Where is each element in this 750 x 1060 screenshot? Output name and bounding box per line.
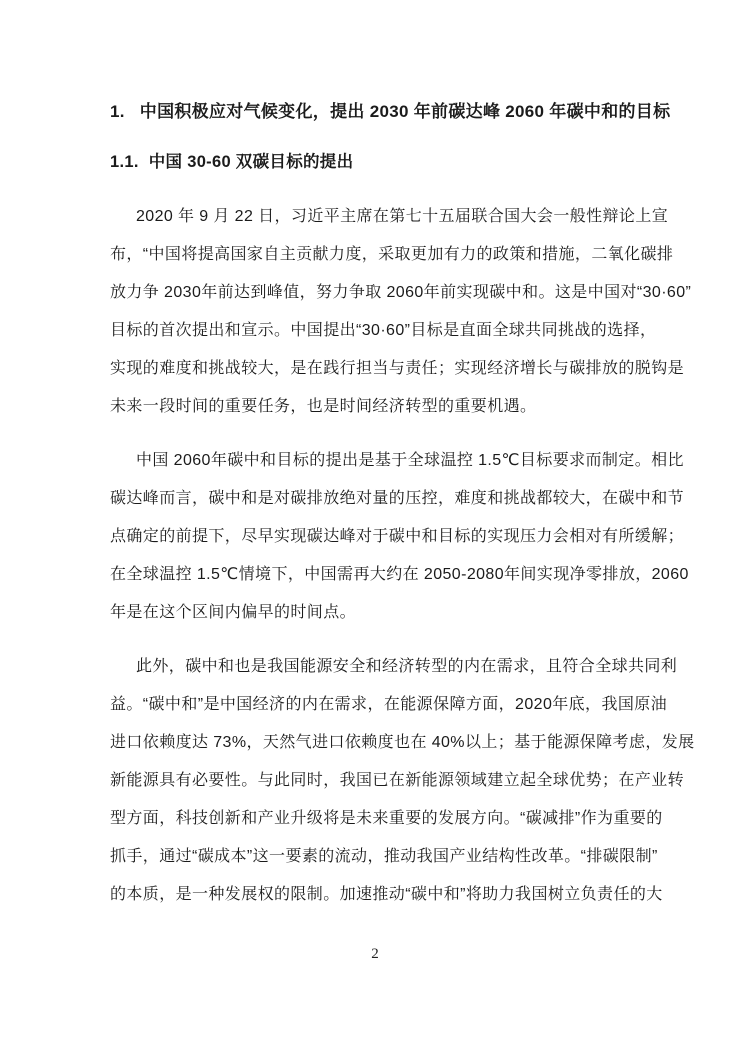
text-line: 碳达峰而言，碳中和是对碳排放绝对量的压控，难度和挑战都较大，在碳中和节	[110, 490, 685, 507]
text-line: 抓手，通过“碳成本”这一要素的流动，推动我国产业结构性改革。“排碳限制”	[110, 848, 658, 865]
section-heading-1-text: 中国积极应对气候变化，提出 2030 年前碳达峰 2060 年碳中和的目标	[139, 102, 671, 121]
text-line: 实现的难度和挑战较大，是在践行担当与责任；实现经济增长与碳排放的脱钩是	[110, 360, 685, 377]
text-line: 年是在这个区间内偏早的时间点。	[110, 604, 357, 621]
section-heading-1-1-number: 1.1.	[110, 153, 139, 171]
text-line: 2020 年 9 月 22 日，习近平主席在第七十五届联合国大会一般性辩论上宣	[136, 208, 669, 225]
text-line: 点确定的前提下，尽早实现碳达峰对于碳中和目标的实现压力会相对有所缓解；	[110, 528, 685, 545]
text-line: 进口依赖度达 73%，天然气进口依赖度也在 40%以上；基于能源保障考虑，发展	[110, 734, 695, 751]
document-content	[110, 100, 695, 914]
text-line: 中国 2060年碳中和目标的提出是基于全球温控 1.5℃目标要求而制定。相比	[136, 452, 684, 469]
text-line: 益。“碳中和”是中国经济的内在需求，在能源保障方面，2020年底，我国原油	[110, 696, 668, 713]
text-line: 目标的首次提出和宣示。中国提出“30·60”目标是直面全球共同挑战的选择，	[110, 322, 657, 339]
text-line: 放力争 2030年前达到峰值，努力争取 2060年前实现碳中和。这是中国对“30·60”	[110, 284, 692, 301]
section-heading-1	[110, 100, 671, 124]
text-line: 此外，碳中和也是我国能源安全和经济转型的内在需求，且符合全球共同利	[136, 658, 678, 675]
section-heading-1-number: 1.	[110, 102, 125, 121]
text-line: 新能源具有必要性。与此同时，我国已在新能源领域建立起全球优势；在产业转	[110, 772, 685, 789]
paragraph-2	[110, 442, 689, 632]
text-line: 布，“中国将提高国家自主贡献力度，采取更加有力的政策和措施，二氧化碳排	[110, 246, 674, 263]
paragraph-1	[110, 198, 692, 426]
section-heading-1-1-text: 中国 30-60 双碳目标的提出	[148, 153, 354, 171]
text-line: 型方面，科技创新和产业升级将是未来重要的发展方向。“碳减排”作为重要的	[110, 810, 663, 827]
text-line: 的本质，是一种发展权的限制。加速推动“碳中和”将助力我国树立负责任的大	[110, 886, 663, 903]
section-heading-1-1	[110, 150, 666, 174]
text-line: 未来一段时间的重要任务，也是时间经济转型的重要机遇。	[110, 398, 537, 415]
text-line: 在全球温控 1.5℃情境下，中国需再大约在 2050-2080年间实现净零排放，2060	[110, 566, 689, 583]
paragraph-3	[110, 648, 695, 914]
page-number: 2	[371, 946, 379, 962]
